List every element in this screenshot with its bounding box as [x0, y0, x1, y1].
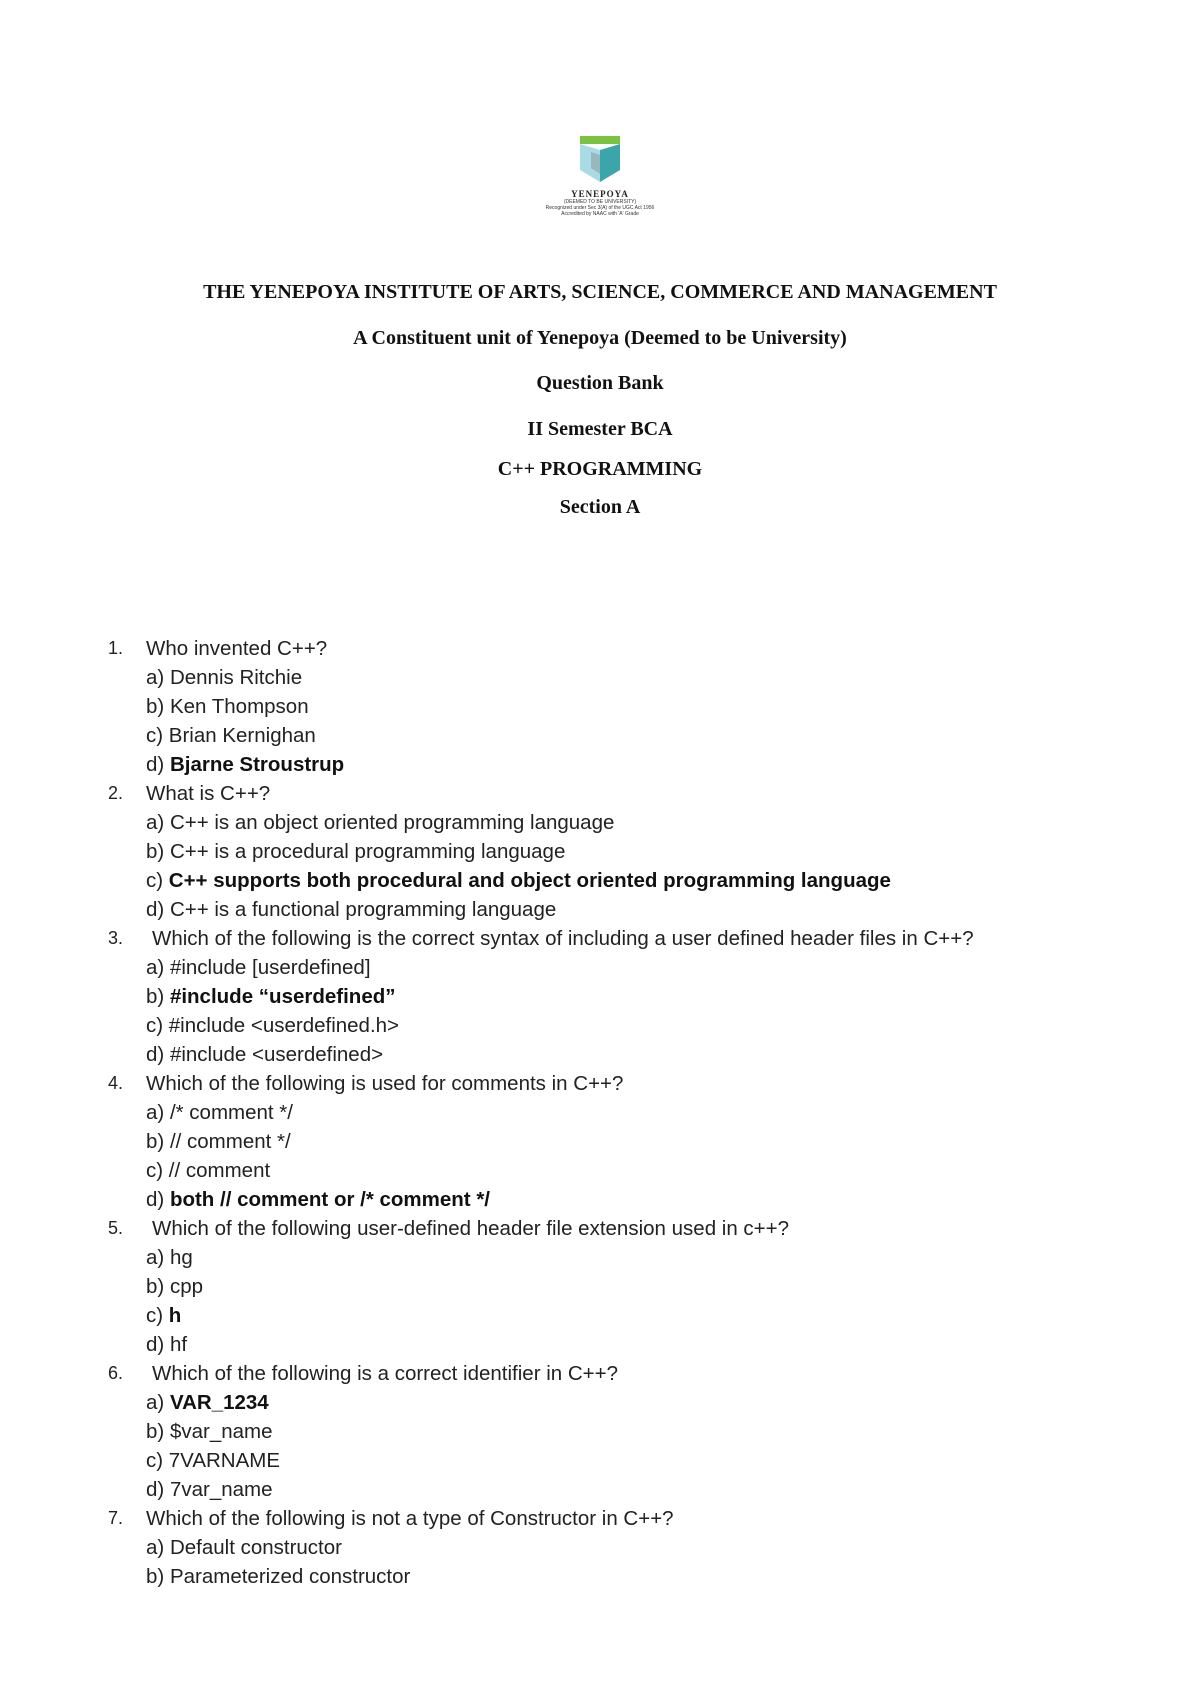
answer-option: [108, 1011, 1168, 1040]
logo-line-3: Accredited by NAAC with 'A' Grade: [561, 211, 639, 217]
option-prefix: b): [146, 985, 170, 1008]
option-text-correct: Bjarne Stroustrup: [169, 753, 345, 776]
option-prefix: a): [146, 666, 170, 689]
section-label: Section A: [559, 496, 641, 518]
answer-option: [108, 1388, 1168, 1417]
answer-option: [108, 1475, 1168, 1504]
question-text: Which of the following is the correct syntax of including a user defined header files in C++?: [152, 927, 974, 950]
shield-icon: [577, 134, 623, 186]
answer-option: [108, 1127, 1168, 1156]
option-prefix: a): [146, 1391, 170, 1414]
option-prefix: c): [146, 724, 169, 747]
option-text: C++ is a functional programming language: [169, 898, 557, 921]
option-text-correct: #include “userdefined”: [169, 985, 396, 1008]
answer-option: [108, 1156, 1168, 1185]
option-prefix: d): [146, 1333, 170, 1356]
logo-line-2: Recognized under Sec 3(A) of the UGC Act 1956: [545, 205, 655, 211]
option-text: 7VARNAME: [168, 1449, 281, 1472]
question-text: Who invented C++?: [146, 637, 328, 660]
option-text: #include [userdefined]: [169, 956, 371, 979]
option-text: Dennis Ritchie: [169, 666, 303, 689]
question-number: 2.: [108, 783, 124, 803]
option-prefix: b): [146, 1565, 170, 1588]
question-text: Which of the following is a correct identifier in C++?: [152, 1362, 619, 1385]
option-prefix: b): [146, 1420, 170, 1443]
question-text: What is C++?: [146, 782, 271, 805]
option-text-correct: VAR_1234: [169, 1391, 269, 1414]
answer-option: [108, 895, 1168, 924]
answer-option: [108, 1301, 1168, 1330]
answer-option: [108, 1040, 1168, 1069]
question-item: [108, 924, 1168, 953]
option-prefix: a): [146, 811, 170, 834]
option-prefix: a): [146, 956, 170, 979]
institute-title: THE YENEPOYA INSTITUTE OF ARTS, SCIENCE, COMMERCE AND MANAGEMENT: [203, 281, 997, 303]
university-logo: [533, 134, 667, 242]
answer-option: [108, 692, 1168, 721]
option-prefix: d): [146, 1478, 170, 1501]
subject-title: C++ PROGRAMMING: [497, 458, 703, 480]
logo-name: YENEPOYA: [571, 189, 629, 199]
question-number: 7.: [108, 1508, 124, 1528]
question-number: 4.: [108, 1073, 124, 1093]
option-prefix: d): [146, 1188, 170, 1211]
question-item: [108, 779, 1168, 808]
answer-option: [108, 982, 1168, 1011]
option-prefix: b): [146, 1130, 170, 1153]
option-text: #include <userdefined.h>: [168, 1014, 400, 1037]
answer-option: [108, 1446, 1168, 1475]
option-prefix: a): [146, 1101, 170, 1124]
semester-label: II Semester BCA: [527, 418, 673, 440]
answer-option: [108, 866, 1168, 895]
option-prefix: d): [146, 753, 170, 776]
answer-option: [108, 837, 1168, 866]
option-prefix: b): [146, 1275, 170, 1298]
question-item: [108, 634, 1168, 663]
document-type: Question Bank: [536, 372, 664, 394]
answer-option: [108, 808, 1168, 837]
option-text: Brian Kernighan: [168, 724, 316, 747]
question-item: [108, 1069, 1168, 1098]
option-prefix: c): [146, 1014, 169, 1037]
answer-option: [108, 1330, 1168, 1359]
answer-option: [108, 663, 1168, 692]
question-number: 6.: [108, 1363, 124, 1383]
question-number: 1.: [108, 638, 124, 658]
question-text: Which of the following is not a type of Constructor in C++?: [146, 1507, 674, 1530]
option-text: /* comment */: [169, 1101, 293, 1124]
option-prefix: b): [146, 695, 170, 718]
option-text: // comment: [168, 1159, 271, 1182]
option-text: hf: [169, 1333, 188, 1356]
option-prefix: c): [146, 1304, 169, 1327]
answer-option: [108, 1272, 1168, 1301]
answer-option: [108, 721, 1168, 750]
answer-option: [108, 1098, 1168, 1127]
option-text: 7var_name: [169, 1478, 273, 1501]
answer-option: [108, 1417, 1168, 1446]
question-text: Which of the following user-defined header file extension used in c++?: [152, 1217, 790, 1240]
question-item: [108, 1214, 1168, 1243]
option-text-correct: both // comment or /* comment */: [169, 1188, 490, 1211]
question-item: [108, 1359, 1168, 1388]
option-prefix: c): [146, 869, 169, 892]
option-text: Ken Thompson: [169, 695, 309, 718]
option-text: // comment */: [169, 1130, 291, 1153]
option-prefix: c): [146, 1159, 169, 1182]
option-text-correct: h: [168, 1304, 182, 1327]
question-number: 5.: [108, 1218, 124, 1238]
answer-option: [108, 1562, 1168, 1591]
question-text: Which of the following is used for comments in C++?: [146, 1072, 624, 1095]
option-prefix: a): [146, 1536, 170, 1559]
option-prefix: c): [146, 1449, 169, 1472]
option-prefix: d): [146, 898, 170, 921]
question-number: 3.: [108, 928, 124, 948]
answer-option: [108, 1243, 1168, 1272]
option-text: #include <userdefined>: [169, 1043, 384, 1066]
option-text: Parameterized constructor: [169, 1565, 411, 1588]
question-list: [108, 634, 1168, 1591]
answer-option: [108, 1185, 1168, 1214]
option-prefix: b): [146, 840, 170, 863]
answer-option: [108, 1533, 1168, 1562]
option-text: C++ is a procedural programming language: [169, 840, 566, 863]
option-text: hg: [169, 1246, 193, 1269]
question-item: [108, 1504, 1168, 1533]
option-text: $var_name: [169, 1420, 273, 1443]
option-text-correct: C++ supports both procedural and object oriented programming language: [168, 869, 891, 892]
option-text: cpp: [169, 1275, 203, 1298]
constituent-subtitle: A Constituent unit of Yenepoya (Deemed to be University): [353, 327, 847, 349]
answer-option: [108, 750, 1168, 779]
answer-option: [108, 953, 1168, 982]
option-text: C++ is an object oriented programming language: [169, 811, 615, 834]
logo-line-1: (DEEMED TO BE UNIVERSITY): [563, 199, 637, 205]
option-prefix: d): [146, 1043, 170, 1066]
option-prefix: a): [146, 1246, 170, 1269]
option-text: Default constructor: [169, 1536, 342, 1559]
